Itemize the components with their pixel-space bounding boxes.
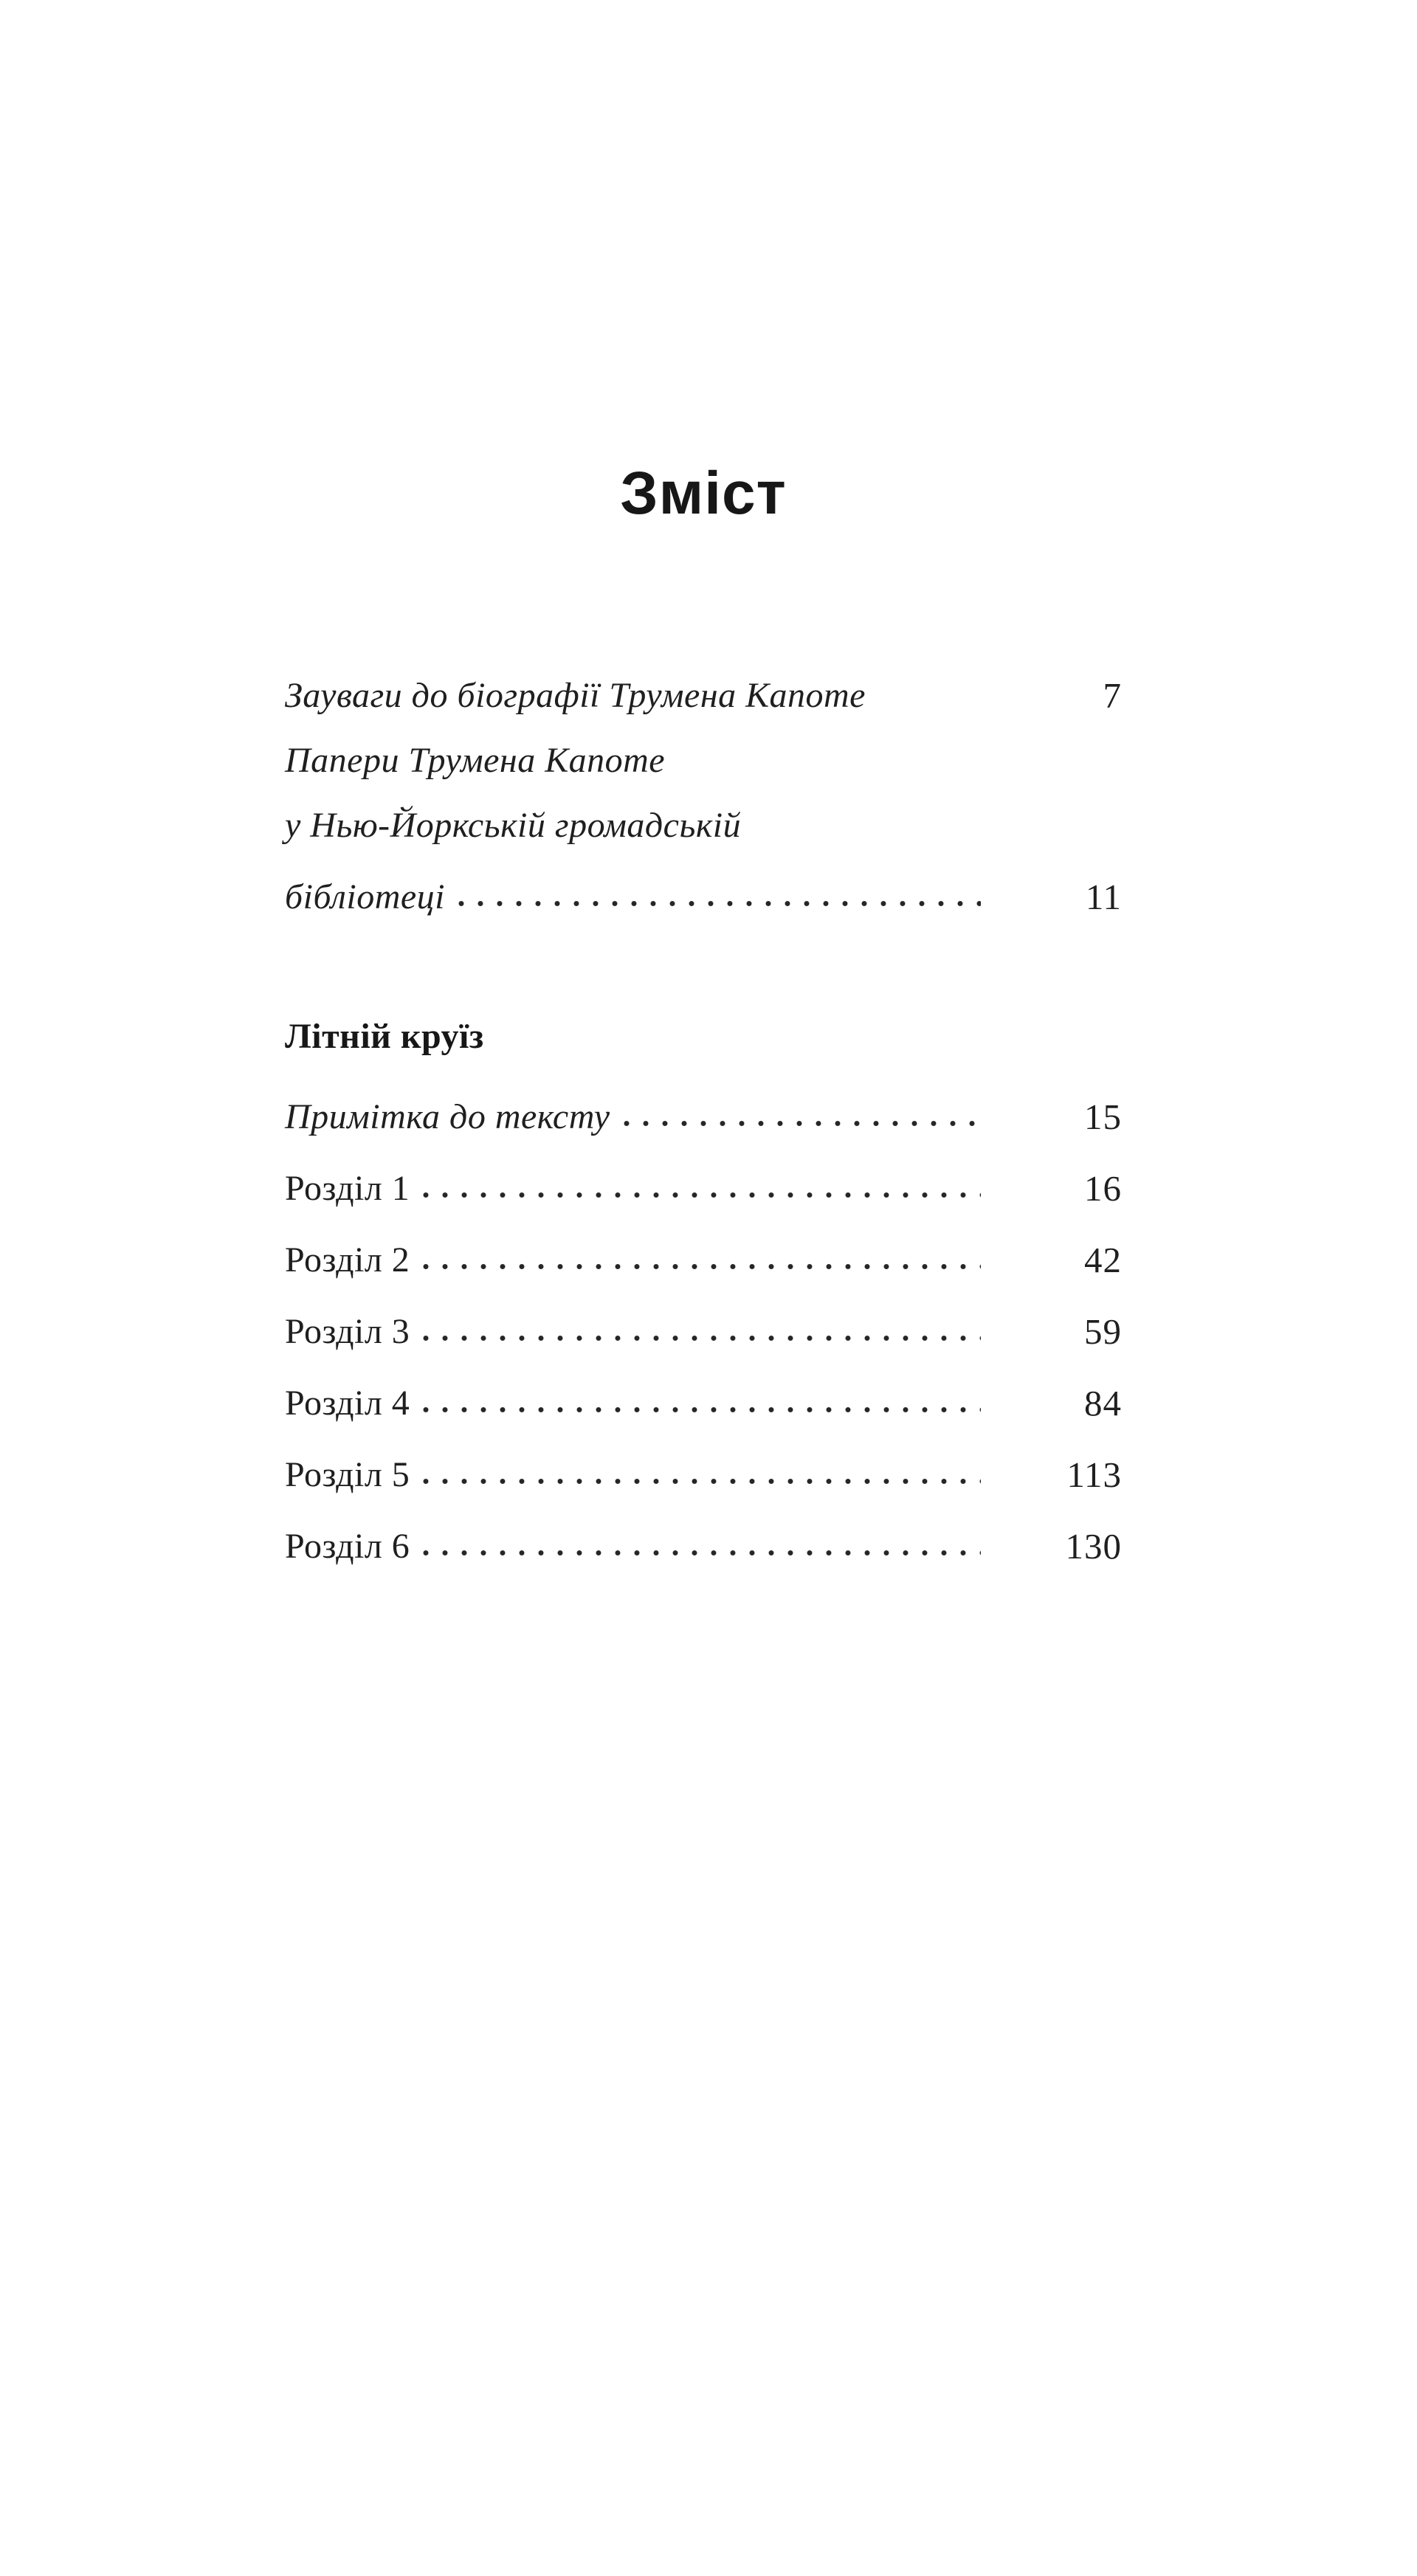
- page-number: 7: [1103, 675, 1122, 716]
- toc-list: [285, 654, 1122, 1576]
- page-number: 42: [1084, 1240, 1122, 1280]
- dot-leader: [423, 1192, 981, 1198]
- dot-leader: [423, 1406, 981, 1413]
- entry-label: Розділ 3: [285, 1312, 410, 1351]
- toc-entry: [285, 1290, 1122, 1361]
- entry-label: Розділ 4: [285, 1384, 410, 1423]
- dot-leader: [423, 1550, 981, 1556]
- page-number: 11: [1085, 877, 1122, 917]
- page-number: 130: [1065, 1526, 1122, 1567]
- entry-label: Розділ 6: [285, 1527, 410, 1566]
- entry-continuation-line: бібліотеці: [285, 877, 445, 916]
- toc-entry: [285, 725, 1122, 790]
- entry-label: Зауваги до біографії Трумена Капоте: [285, 676, 866, 715]
- toc-entry: [285, 1505, 1122, 1576]
- entry-label: Папери Трумена Капоте: [285, 741, 666, 780]
- entry-label: Примітка до тексту: [285, 1097, 610, 1136]
- entry-label: Розділ 2: [285, 1240, 410, 1280]
- toc-section-list: [285, 1075, 1122, 1576]
- toc-entry: [285, 1075, 1122, 1147]
- page-number: 84: [1084, 1383, 1122, 1423]
- page-number: 113: [1066, 1454, 1122, 1495]
- toc-entry: [285, 654, 1122, 725]
- page-title: Зміст: [620, 460, 787, 527]
- toc-entry: [285, 1147, 1122, 1218]
- toc-entry: [285, 1218, 1122, 1290]
- page-number: 16: [1084, 1168, 1122, 1209]
- section-heading: Літній круїз: [285, 1017, 484, 1056]
- dot-leader: [458, 900, 981, 907]
- toc-entry-continuation: [285, 790, 1122, 855]
- dot-leader: [423, 1335, 981, 1341]
- leader-space: [879, 699, 981, 705]
- toc-entry: [285, 1361, 1122, 1433]
- entry-label: Розділ 5: [285, 1455, 410, 1494]
- page-number: 59: [1084, 1311, 1122, 1352]
- entry-label: Розділ 1: [285, 1169, 410, 1208]
- dot-leader: [624, 1120, 981, 1127]
- toc-entry-continuation: [285, 855, 1122, 927]
- page-number: 15: [1084, 1097, 1122, 1137]
- dot-leader: [423, 1478, 981, 1485]
- dot-leader: [423, 1263, 981, 1270]
- entry-continuation-line: у Нью-Йоркській громадській: [285, 806, 742, 845]
- toc-entry: [285, 1433, 1122, 1505]
